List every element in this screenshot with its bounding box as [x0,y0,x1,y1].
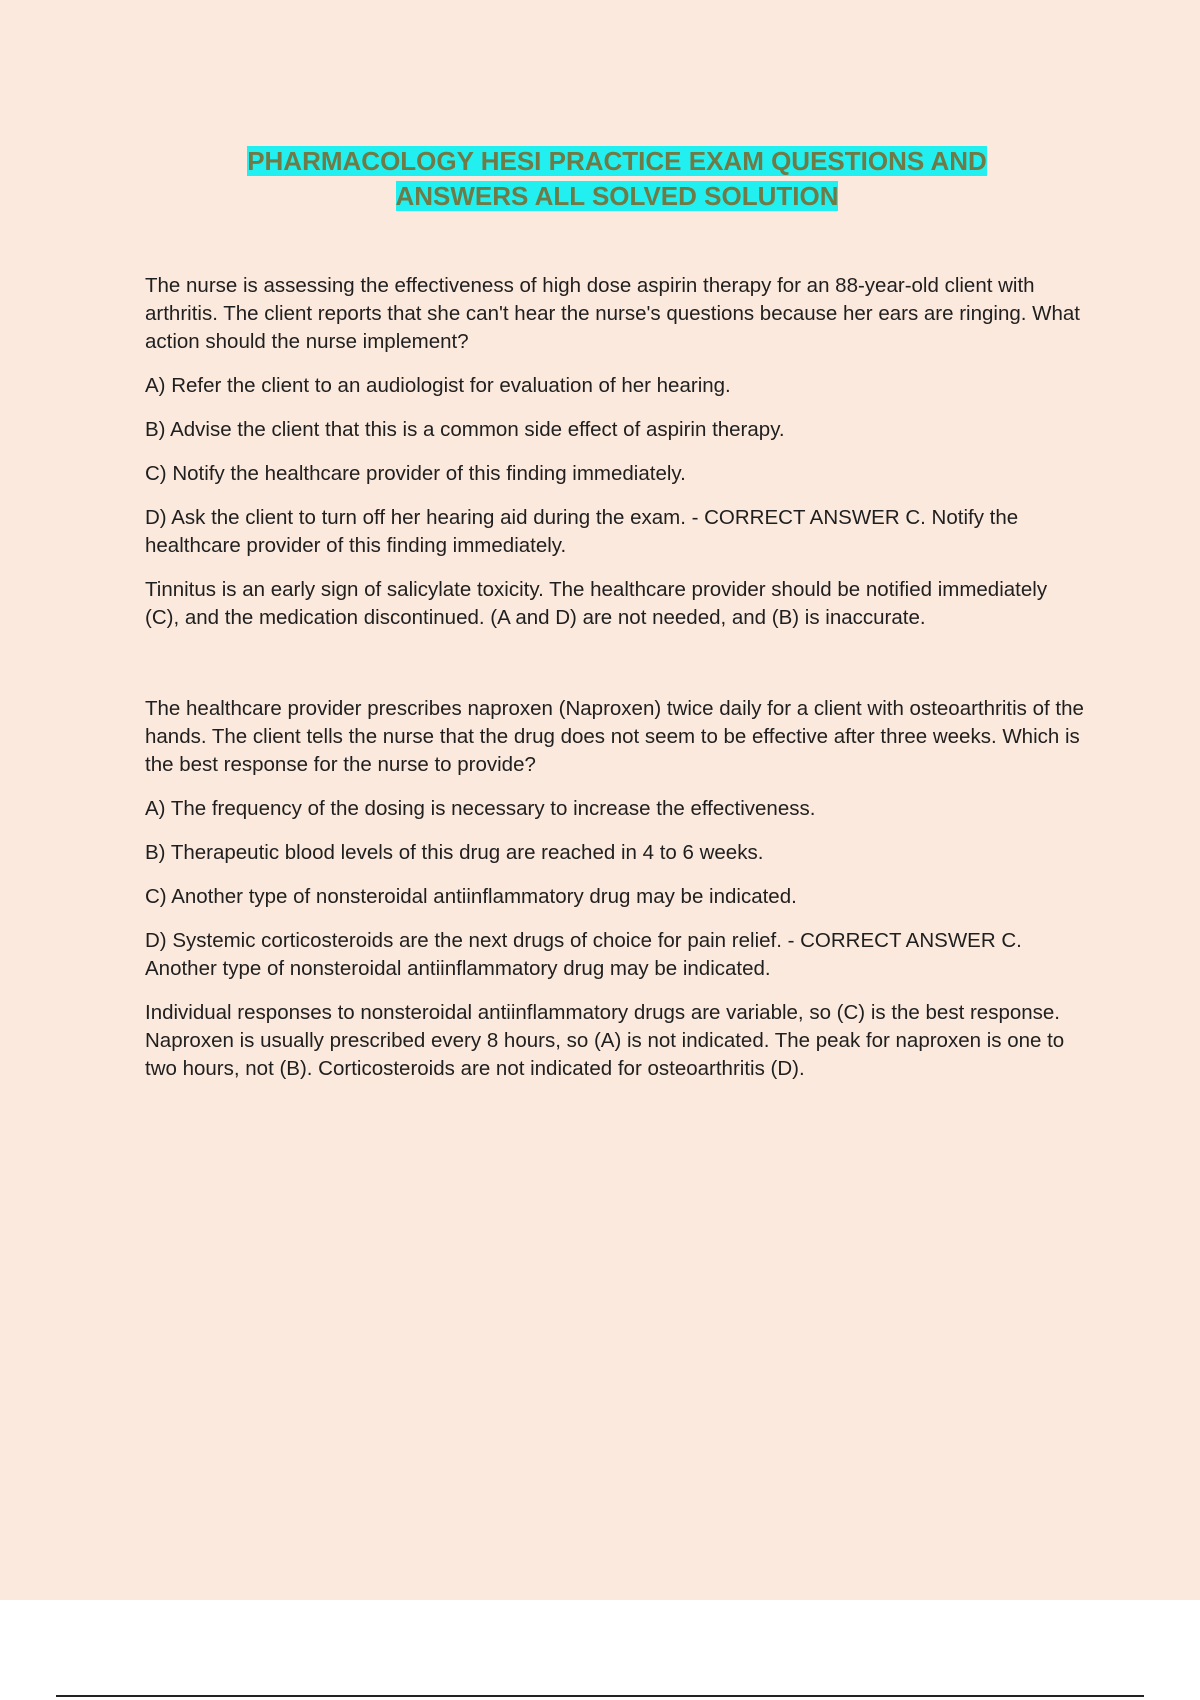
answer-option-c: C) Another type of nonsteroidal antiinflammatory drug may be indicated. [145,885,797,908]
title-line-2: ANSWERS ALL SOLVED SOLUTION [395,181,839,211]
document-title [0,144,1200,214]
answer-option-c: C) Notify the healthcare provider of this finding immediately. [145,462,686,485]
answer-option-b: B) Advise the client that this is a common side effect of aspirin therapy. [145,418,785,441]
question-block-1 [145,272,1085,632]
answer-rationale: Tinnitus is an early sign of salicylate toxicity. The healthcare provider should be notified immediately (C), and the medication discontinued. (A and D) are not needed, and (B) is inaccurate. [145,578,1048,629]
answer-rationale: Individual responses to nonsteroidal antiinflammatory drugs are variable, so (C) is the best response. Naproxen is usually prescribed every 8 hours, so (A) is not indicated. The peak for naproxen is one to two hours, not (B). Corticosteroids are not indicated for osteoarthritis (D). [145,1001,1065,1080]
answer-option-d: D) Systemic corticosteroids are the next drugs of choice for pain relief. - CORRECT ANSWER C. Another type of nonsteroidal antiinflammatory drug may be indicated. [145,929,1022,980]
question-spacer [145,648,1085,695]
answer-option-d: D) Ask the client to turn off her hearing aid during the exam. - CORRECT ANSWER C. Notify the healthcare provider of this finding immediately. [145,506,1019,557]
footer-divider [56,1695,1144,1697]
question-stem: The nurse is assessing the effectiveness of high dose aspirin therapy for an 88-year-old client with arthritis. The client reports that she can't hear the nurse's questions because her ears are ringing. What action should the nurse implement? [145,274,1081,353]
answer-option-a: A) Refer the client to an audiologist for evaluation of her hearing. [145,374,731,397]
question-block-2 [145,695,1085,1083]
question-stem: The healthcare provider prescribes naproxen (Naproxen) twice daily for a client with osteoarthritis of the hands. The client tells the nurse that the drug does not seem to be effective after three weeks. Which is the best response for the nurse to provide? [145,697,1084,776]
title-line-1: PHARMACOLOGY HESI PRACTICE EXAM QUESTIONS AND [247,146,987,176]
answer-option-a: A) The frequency of the dosing is necessary to increase the effectiveness. [145,797,816,820]
document-body [145,272,1085,1099]
answer-option-b: B) Therapeutic blood levels of this drug are reached in 4 to 6 weeks. [145,841,764,864]
